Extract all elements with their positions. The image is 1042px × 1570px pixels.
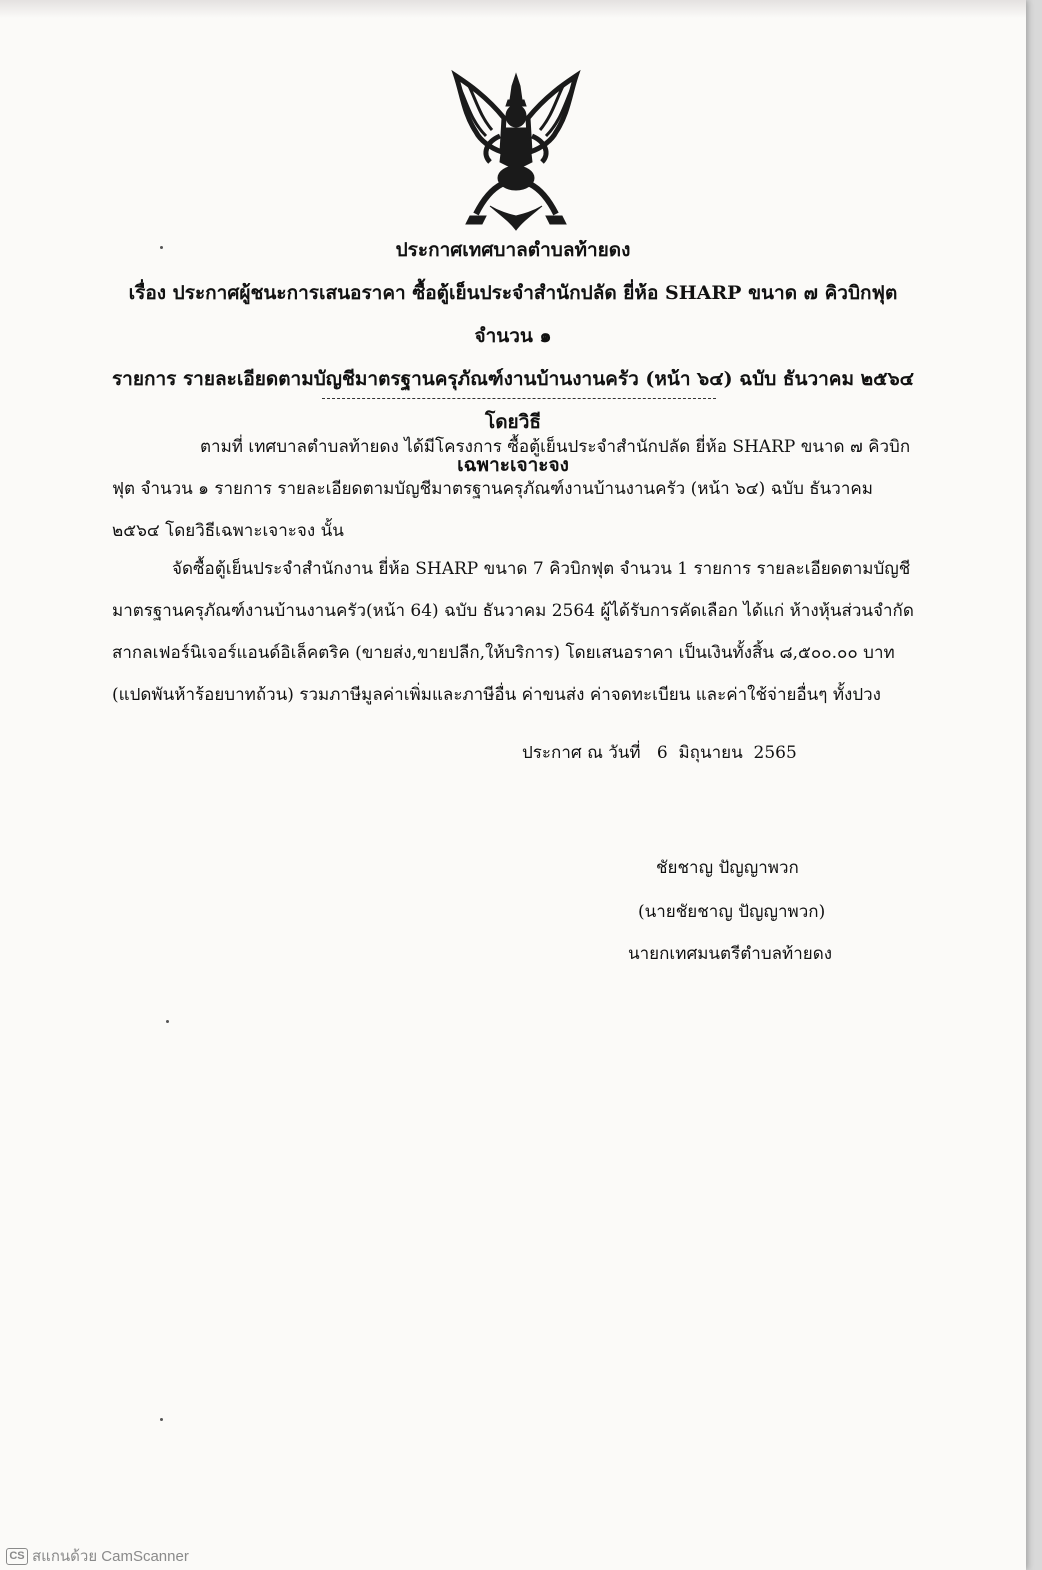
body-paragraph-2: จัดซื้อตู้เย็นประจำสำนักงาน ยี่ห้อ SHARP ขนาด 7 คิวบิกฟุต จำนวน 1 รายการ รายละเอียดตามบัญชีมาตรฐานครุภัณฑ์งานบ้านงานครัว(หน้า 64) ฉบับ ธันวาคม 2564 ผู้ได้รับการคัดเลือก ได้แก่ ห้างหุ้นส่วนจำกัดสากลเฟอร์นิเจอร์แอนด์อิเล็คตริค (ขายส่ง,ขายปลีก,ให้บริการ) โดยเสนอราคา เป็นเงินทั้งสิ้น ๘,๕๐๐.๐๐ บาท (แปดพันห้าร้อยบาทถ้วน) รวมภาษีมูลค่าเพิ่มและภาษีอื่น ค่าขนส่ง ค่าจดทะเบียน และค่าใช้จ่ายอื่นๆ ทั้งปวง: [112, 559, 914, 705]
camscanner-watermark: [6, 1546, 189, 1566]
scan-speck: [160, 1418, 163, 1421]
watermark-text: สแกนด้วย CamScanner: [32, 1548, 189, 1565]
signature-position: นายกเทศมนตรีตำบลท้ายดง: [628, 944, 833, 964]
signature-name: ชัยชาญ ปัญญาพวก: [656, 858, 799, 878]
camscanner-logo-icon: CS: [6, 1548, 28, 1565]
subject-line-3: เฉพาะเจาะจง: [457, 454, 569, 476]
body-paragraph-1: ตามที่ เทศบาลตำบลท้ายดง ได้มีโครงการ ซื้อตู้เย็นประจำสำนักปลัด ยี่ห้อ SHARP ขนาด ๗ คิวบิกฟุต จำนวน ๑ รายการ รายละเอียดตามบัญชีมาตรฐานครุภัณฑ์งานบ้านงานครัว (หน้า ๖๔) ฉบับ ธันวาคม ๒๕๖๔ โดยวิธีเฉพาะเจาะจง นั้น: [112, 437, 911, 541]
subject-line-1: เรื่อง ประกาศผู้ชนะการเสนอราคา ซื้อตู้เย็นประจำสำนักปลัด ยี่ห้อ SHARP ขนาด ๗ คิวบิกฟุต จำนวน ๑: [128, 282, 898, 347]
scan-speck: [160, 246, 163, 249]
page-edge-shadow: [0, 0, 1026, 18]
announcement-date: ประกาศ ณ วันที่ 6 มิถุนายน 2565: [522, 743, 797, 763]
signature-full-name: (นายชัยชาญ ปัญญาพวก): [638, 902, 826, 922]
garuda-emblem-icon: [446, 66, 586, 236]
scan-speck: [166, 1020, 169, 1023]
dashed-divider: [322, 398, 716, 399]
document-title: ประกาศเทศบาลตำบลท้ายดง: [395, 239, 631, 261]
subject-line-2: รายการ รายละเอียดตามบัญชีมาตรฐานครุภัณฑ์งานบ้านงานครัว (หน้า ๖๔) ฉบับ ธันวาคม ๒๕๖๔ โดยวิธี: [111, 368, 915, 433]
